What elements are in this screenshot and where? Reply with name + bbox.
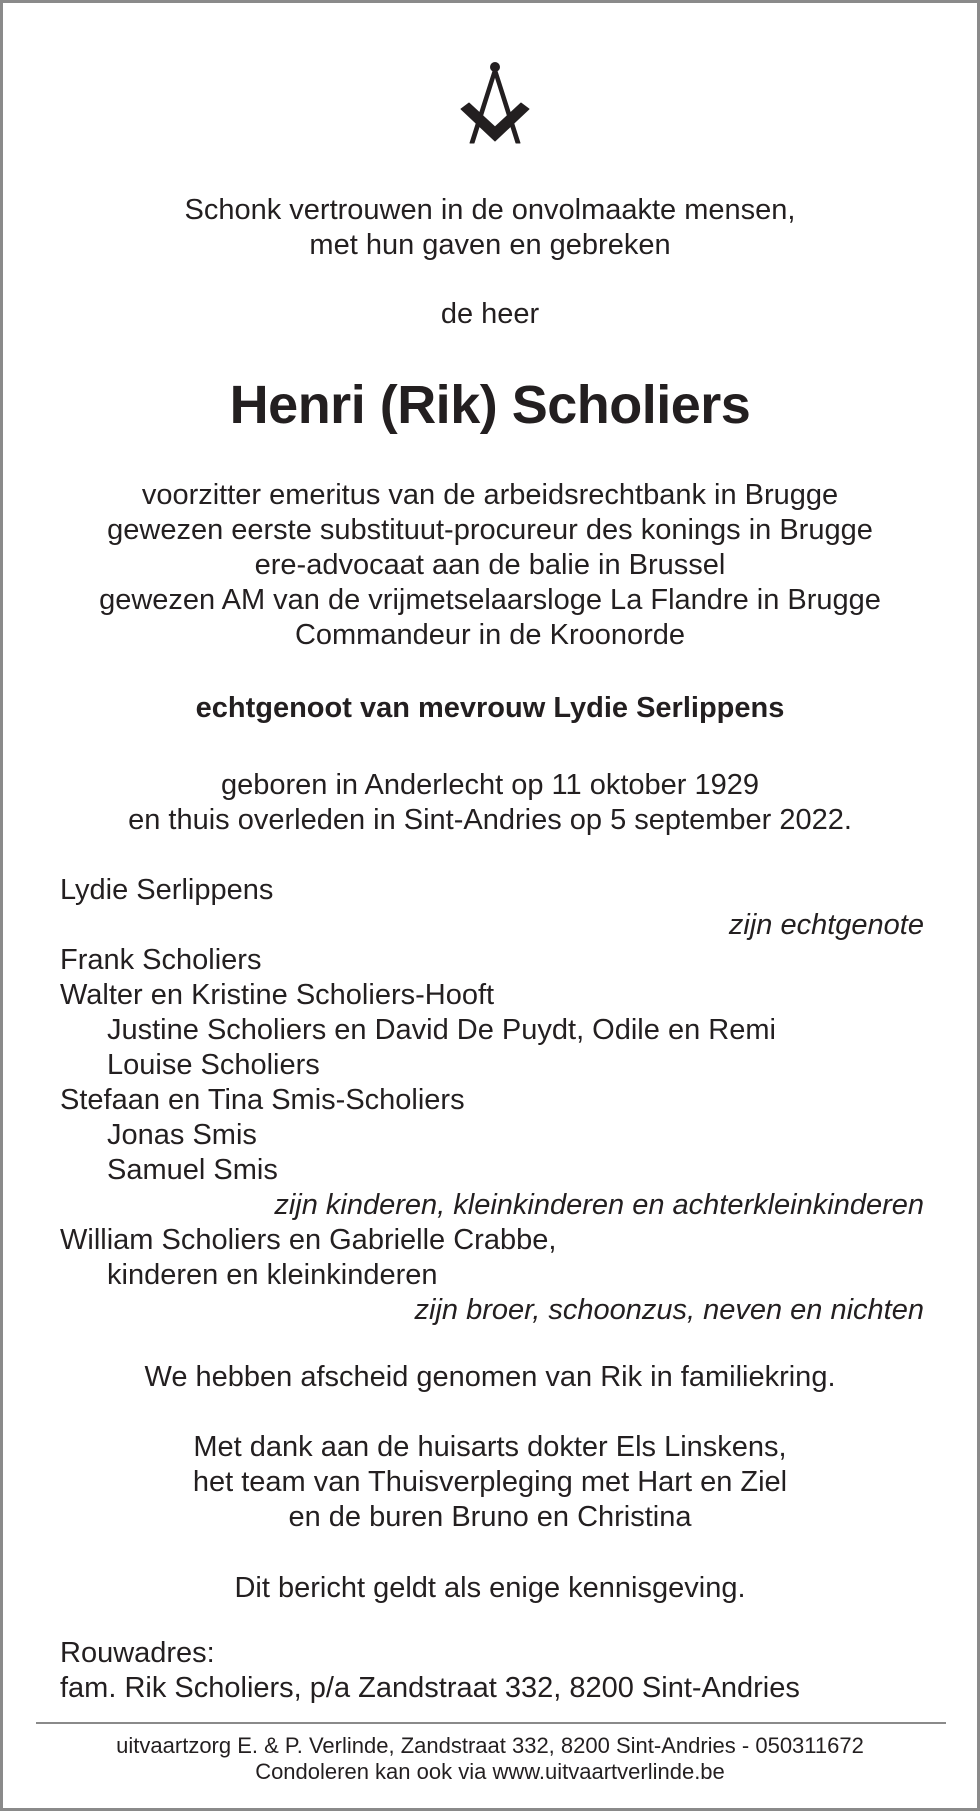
family-role: zijn echtgenote [728,909,924,941]
title-line: Commandeur in de Kroonorde [294,619,686,651]
dates [3,768,977,838]
family-name: William Scholiers en Gabrielle Crabbe, [60,1224,557,1256]
address-label: Rouwadres: [60,1637,215,1669]
birth-line: geboren in Anderlecht op 11 oktober 1929 [221,769,759,801]
title-line: ere-advocaat aan de balie in Brussel [254,549,726,581]
family-name: Stefaan en Tina Smis-Scholiers [60,1084,465,1116]
deceased-name: Henri (Rik) Scholiers [229,375,751,435]
title-line: gewezen eerste substituut-procureur des konings in Brugge [107,514,873,546]
funeral-home-line: uitvaartzorg E. & P. Verlinde, Zandstraat 332, 8200 Sint-Andries - 050311672 [116,1733,864,1758]
titles-list [3,478,977,653]
death-line: en thuis overleden in Sint-Andries op 5 september 2022. [128,804,852,836]
family-name-indented: kinderen en kleinkinderen [107,1259,438,1291]
family-name-indented: Jonas Smis [107,1119,257,1151]
title-line: voorzitter emeritus van de arbeidsrechtbank in Brugge [141,479,839,511]
title-line: gewezen AM van de vrijmetselaarsloge La Flandre in Brugge [99,584,881,616]
footer [3,1733,977,1785]
thanks-line: het team van Thuisverpleging met Hart en Ziel [192,1466,788,1498]
family-name: Frank Scholiers [60,944,262,976]
footer-divider [36,1722,946,1724]
family-name-indented: Justine Scholiers en David De Puydt, Odile en Remi [107,1014,776,1046]
notice-line: Dit bericht geldt als enige kennisgeving. [234,1572,746,1604]
square-and-compass-icon [458,61,532,147]
motto-line: Schonk vertrouwen in de onvolmaakte mensen, [184,194,796,226]
motto [3,193,977,263]
thanks-line: en de buren Bruno en Christina [288,1501,692,1533]
family-name-indented: Samuel Smis [107,1154,278,1186]
address-line: fam. Rik Scholiers, p/a Zandstraat 332, 8200 Sint-Andries [60,1672,800,1704]
spouse-line: echtgenoot van mevrouw Lydie Serlippens [195,692,785,724]
motto-line: met hun gaven en gebreken [309,229,671,261]
family-name: Lydie Serlippens [60,874,274,906]
thanks-line: Met dank aan de huisarts dokter Els Linskens, [193,1431,787,1463]
condolence-line: Condoleren kan ook via www.uitvaartverlinde.be [255,1759,725,1784]
mourning-address [60,1636,800,1706]
family-list [60,873,924,1328]
family-role: zijn broer, schoonzus, neven en nichten [414,1294,924,1326]
salutation: de heer [440,298,540,330]
thanks [3,1430,977,1535]
farewell-line: We hebben afscheid genomen van Rik in familiekring. [144,1361,836,1393]
family-name-indented: Louise Scholiers [107,1049,320,1081]
family-name: Walter en Kristine Scholiers-Hooft [60,979,495,1011]
family-role: zijn kinderen, kleinkinderen en achterkleinkinderen [274,1189,924,1221]
